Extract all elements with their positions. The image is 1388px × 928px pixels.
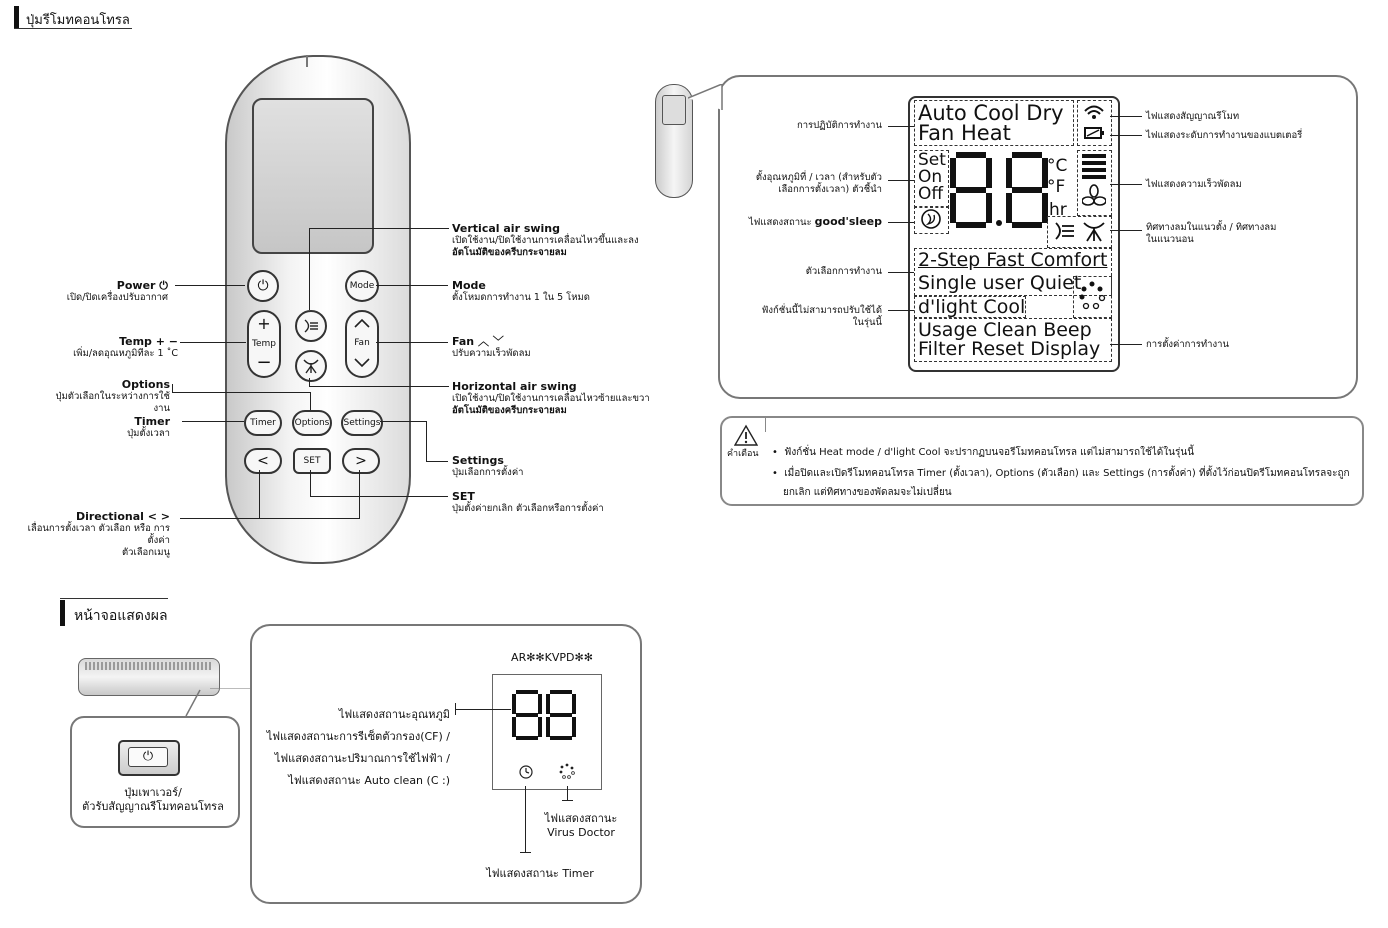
set-callout-title: SET	[452, 490, 475, 503]
section-title-display: หน้าจอแสดงผล	[74, 608, 168, 624]
options-callout-title: Options	[121, 378, 170, 391]
fan-icon	[1082, 184, 1106, 210]
indoor-unit-pointer	[180, 688, 252, 718]
lcd-callout-goodsleep-name: good'sleep	[814, 215, 882, 228]
section-title-remote: ปุ่มรีโมทคอนโทรล	[26, 13, 130, 28]
virus-status-label2: Virus Doctor	[547, 826, 615, 839]
section2-overline	[60, 598, 168, 599]
power-leader	[175, 285, 245, 286]
lcd-off: Off	[918, 184, 944, 204]
hswing-leader-a	[309, 378, 310, 386]
virus-leader	[567, 786, 568, 800]
fanspeed-bar-1	[1082, 154, 1106, 158]
lcd-row2: Fan Heat	[918, 121, 1011, 145]
directional-leader-c	[359, 470, 360, 518]
vswing-callout	[452, 223, 652, 259]
goodsleep-icon	[920, 208, 942, 230]
left-arrow-button[interactable]: <	[244, 448, 282, 474]
timer-status-leader	[525, 786, 526, 852]
fanspeed-bar-2	[1082, 161, 1106, 165]
fanspeed-bar-4	[1082, 175, 1106, 179]
warning-bullet-1: • ฟังก์ชั่น Heat mode / d'light Cool จะปรากฏบนจอรีโมทคอนโทรล แต่ไม่สามารถใช้ได้ในรุ่นนี้	[772, 447, 1195, 458]
set-leader-b	[310, 496, 448, 497]
fan-leader	[376, 342, 448, 343]
virus-status-callout	[536, 812, 626, 840]
directional-leader-a	[180, 518, 360, 519]
temp-label: Temp	[252, 339, 276, 349]
lcd-settings-leader	[1110, 344, 1142, 345]
settings-leader-c	[426, 461, 448, 462]
lcd-fanspeed-leader	[1110, 184, 1142, 185]
temp-status-leader	[455, 709, 511, 710]
fanspeed-bar-3	[1082, 168, 1106, 172]
vertical-swing-icon	[302, 318, 320, 334]
lcd-callout-unavailable2: ในรุ่นนี้	[852, 317, 882, 328]
battery-icon	[1083, 125, 1105, 141]
fan-label: Fan	[354, 338, 370, 348]
signal-icon	[1082, 103, 1106, 121]
warning-label: คำเตือน	[727, 449, 759, 459]
section2-marker	[60, 600, 65, 626]
lcd-opt5: Filter Reset Display	[918, 338, 1101, 360]
virus-leader-tick	[562, 800, 573, 801]
hswing-callout-desc1: เปิดใช้งาน/ปิดใช้งานการเคลื่อนไหวซ้ายและขวา	[452, 393, 650, 404]
set-button[interactable]: SET	[293, 448, 331, 474]
unit-power-icon: ⏻	[128, 747, 168, 767]
fan-up-icon[interactable]	[354, 318, 370, 328]
vswing-callout-desc2: อัตโนมัติของครีบกระจายลม	[452, 247, 567, 258]
directional-leader-b	[259, 470, 260, 518]
lcd-row1: Auto Cool Dry	[918, 101, 1064, 125]
warning-bullet-1-text: ฟังก์ชั่น Heat mode / d'light Cool จะปรากฏบนจอรีโมทคอนโทรล แต่ไม่สามารถใช้ได้ในรุ่นนี้	[784, 447, 1195, 458]
lcd-callout-unavailable	[740, 305, 882, 329]
lcd-opt3: d'light Cool	[918, 296, 1026, 318]
autoclean-status-label: ไฟแสดงสถานะ Auto clean (C :)	[288, 774, 450, 787]
settings-callout-desc: ปุ่มเลือกการตั้งค่า	[452, 467, 524, 478]
lcd-callout-fanspeed: ไฟแสดงความเร็วพัดลม	[1146, 179, 1242, 190]
power-button[interactable]: ⏻	[247, 270, 279, 302]
lcd-callout-unavailable1: ฟังก์ชั่นนี้ไม่สามารถปรับใช้ได้	[761, 305, 882, 316]
fan-down-icon[interactable]	[354, 358, 370, 368]
mode-leader	[376, 285, 448, 286]
temp-up-icon[interactable]: +	[257, 314, 271, 333]
lcd-operation-leader	[888, 126, 914, 127]
lcd-unit-f: °F	[1047, 177, 1066, 197]
lcd-callout-goodsleep	[740, 216, 882, 229]
hswing-leader-b	[309, 386, 449, 387]
mode-button[interactable]: Mode	[345, 270, 379, 302]
virus-status-label1: ไฟแสดงสถานะ	[544, 812, 618, 825]
hswing-callout	[452, 381, 652, 417]
power-callout-desc: เปิด/ปิดเครื่องปรับอากาศ	[66, 292, 168, 303]
unit-power-button[interactable]	[118, 740, 180, 776]
timer-callout-desc: ปุ่มตั้งเวลา	[127, 428, 170, 439]
timer-button[interactable]: Timer	[244, 410, 282, 436]
lcd-callout-temp-time	[740, 172, 882, 196]
settings-callout	[452, 455, 652, 479]
unit-power-caption	[70, 786, 236, 814]
temp-callout	[60, 336, 178, 360]
fan-callout-desc: ปรับความเร็วพัดลม	[452, 348, 531, 359]
lcd-callout-battery: ไฟแสดงระดับการทำงานของแบตเตอรี่	[1146, 130, 1303, 141]
vertical-swing-button[interactable]	[295, 310, 327, 342]
remote-screen	[252, 98, 374, 254]
lcd-callout-operation: การปฏิบัติการทำงาน	[796, 120, 882, 131]
temp-down-icon[interactable]: −	[256, 352, 272, 373]
temp-leader	[180, 342, 246, 343]
timer-status-icon	[518, 764, 534, 780]
power-callout	[60, 280, 168, 304]
warning-bullet-2: • เมื่อปิดและเปิดรีโมทคอนโทรล Timer (ตั้งเวลา), Options (ตัวเลือก) และ Settings (การตั้งค่า) ที่ตั้งไว้ก่อนปิดรีโมทคอนโทรลจะถูก	[772, 468, 1350, 479]
lcd-goodsleep-leader	[888, 222, 914, 223]
section-marker	[14, 6, 19, 28]
lcd-set: Set	[918, 150, 946, 170]
directional-callout-title: Directional < >	[75, 510, 170, 523]
hswing-callout-title: Horizontal air swing	[452, 380, 577, 393]
lcd-callout-temp-time2: เลือกการตั้งเวลา) ตัวชี้นำ	[778, 184, 882, 195]
model-number: AR✻✻KVPD✻✻	[511, 651, 593, 664]
virus-doctor-icon	[1078, 280, 1106, 312]
unit-power-caption1: ปุ่มเพาเวอร์/	[124, 786, 182, 799]
unit-status-callouts	[266, 704, 450, 792]
warning-bullet-2-text: เมื่อปิดและเปิดรีโมทคอนโทรล Timer (ตั้งเวลา), Options (ตัวเลือก) และ Settings (การตั้งค่า) ที่ตั้งไว้ก่อนปิดรีโมทคอนโทรลจะถูก	[784, 468, 1350, 479]
options-leader-b	[172, 392, 310, 393]
settings-leader-b	[426, 421, 427, 461]
options-leader-c	[310, 392, 311, 410]
timer-status-label: ไฟแสดงสถานะ Timer	[486, 867, 594, 880]
lcd-callout-airflow	[1146, 222, 1336, 246]
lcd-unit-c: °C	[1047, 156, 1068, 176]
lcd-callout-airflow1: ทิศทางลมในแนวตั้ง / ทิศทางลม	[1146, 222, 1277, 233]
set-callout	[452, 491, 652, 515]
set-callout-desc: ปุ่มตั้งค่ายกเลิก ตัวเลือกหรือการตั้งค่า	[452, 503, 604, 514]
vswing-leader-a	[309, 228, 310, 310]
lcd-unit-hr: hr	[1049, 200, 1067, 220]
lcd-temp-leader	[888, 180, 914, 181]
horizontal-airflow-icon	[1082, 220, 1106, 242]
unit-display-digits	[512, 690, 580, 740]
lcd-opt2: Single user Quiet	[918, 272, 1082, 294]
timer-callout	[70, 416, 170, 440]
temp-callout-title: Temp + −	[119, 335, 178, 348]
lcd-on: On	[918, 167, 943, 187]
indoor-unit-grille	[85, 662, 211, 670]
lcd-callout-settings: การตั้งค่าการทำงาน	[1146, 339, 1229, 350]
remote-thumbnail-screen	[662, 95, 686, 125]
warning-bullet-2-cont: ยกเลิก แต่ทิศทางของพัดลมจะไม่เปลี่ยน	[783, 487, 952, 498]
timer-status-leader-tick	[520, 852, 531, 853]
fan-callout	[452, 336, 652, 360]
remote-ir-window	[306, 55, 308, 67]
vertical-airflow-icon	[1052, 220, 1076, 242]
fan-rocker[interactable]	[345, 310, 379, 378]
vswing-callout-desc1: เปิดใช้งาน/ปิดใช้งานการเคลื่อนไหวขึ้นและลง	[452, 235, 639, 246]
directional-callout	[20, 511, 170, 559]
filter-status-label: ไฟแสดงสถานะการรีเซ็ตตัวกรอง(CF) /	[266, 730, 450, 743]
options-leader-a	[172, 384, 173, 392]
timer-callout-title: Timer	[134, 415, 170, 428]
horizontal-swing-icon	[302, 358, 320, 374]
temp-status-label: ไฟแสดงสถานะอุณหภูมิ	[338, 708, 450, 721]
timer-leader	[182, 421, 244, 422]
unit-power-caption2: ตัวรับสัญญาณรีโมทคอนโทรล	[82, 800, 224, 813]
set-leader-a	[310, 470, 311, 496]
settings-leader-a	[380, 421, 426, 422]
hswing-callout-desc2: อัตโนมัติของครีบกระจายลม	[452, 405, 567, 416]
lcd-big-digits	[950, 150, 1054, 230]
directional-callout-desc1: เลื่อนการตั้งเวลา ตัวเลือก หรือ การตั้งค่า	[27, 523, 170, 546]
lcd-callout-signal: ไฟแสดงสัญญาณรีโมท	[1146, 111, 1240, 122]
fan-callout-title: Fan ︿ ﹀	[452, 335, 504, 348]
lcd-callout-options: ตัวเลือกการทำงาน	[805, 266, 882, 277]
directional-callout-desc2: ตัวเลือกเมนู	[121, 547, 170, 558]
lcd-panel-pointer	[688, 84, 724, 110]
lcd-options-leader	[888, 272, 914, 273]
right-arrow-button[interactable]: >	[342, 448, 380, 474]
power-usage-status-label: ไฟแสดงสถานะปริมาณการใช้ไฟฟ้า /	[274, 752, 450, 765]
mode-callout-title: Mode	[452, 279, 486, 292]
options-button[interactable]: Options	[292, 410, 332, 436]
lcd-callout-goodsleep-prefix: ไฟแสดงสถานะ	[748, 217, 815, 228]
options-callout-desc: ปุ่มตัวเลือกในระหว่างการใช้งาน	[55, 391, 170, 414]
virus-status-icon	[559, 763, 575, 779]
lcd-signal-leader	[1110, 116, 1142, 117]
lcd-callout-temp-time1: ตั้งอุณหภูมิที่ / เวลา (สำหรับตัว	[755, 172, 882, 183]
horizontal-swing-button[interactable]	[295, 350, 327, 382]
lcd-battery-leader	[1110, 135, 1142, 136]
temp-callout-desc: เพิ่ม/ลดอุณหภูมิทีละ 1 ˚C	[73, 348, 178, 359]
settings-button[interactable]: Settings	[341, 410, 383, 436]
mode-callout	[452, 280, 652, 304]
lcd-airflow-leader	[1110, 230, 1142, 231]
power-callout-title: Power ⏻	[116, 279, 168, 292]
options-callout	[40, 379, 170, 415]
vswing-leader-b	[309, 228, 449, 229]
lcd-opt1: 2-Step Fast Comfort	[918, 249, 1108, 271]
temp-rocker[interactable]	[247, 310, 281, 378]
lcd-unavailable-leader	[888, 310, 914, 311]
warning-divider	[765, 416, 766, 432]
lcd-opt4: Usage Clean Beep	[918, 319, 1092, 341]
vswing-callout-title: Vertical air swing	[452, 222, 561, 235]
mode-callout-desc: ตั้งโหมดการทำงาน 1 ใน 5 โหมด	[452, 292, 590, 303]
settings-callout-title: Settings	[452, 454, 504, 467]
warning-triangle-icon	[734, 424, 758, 446]
lcd-callout-airflow2: ในแนวนอน	[1146, 234, 1194, 245]
